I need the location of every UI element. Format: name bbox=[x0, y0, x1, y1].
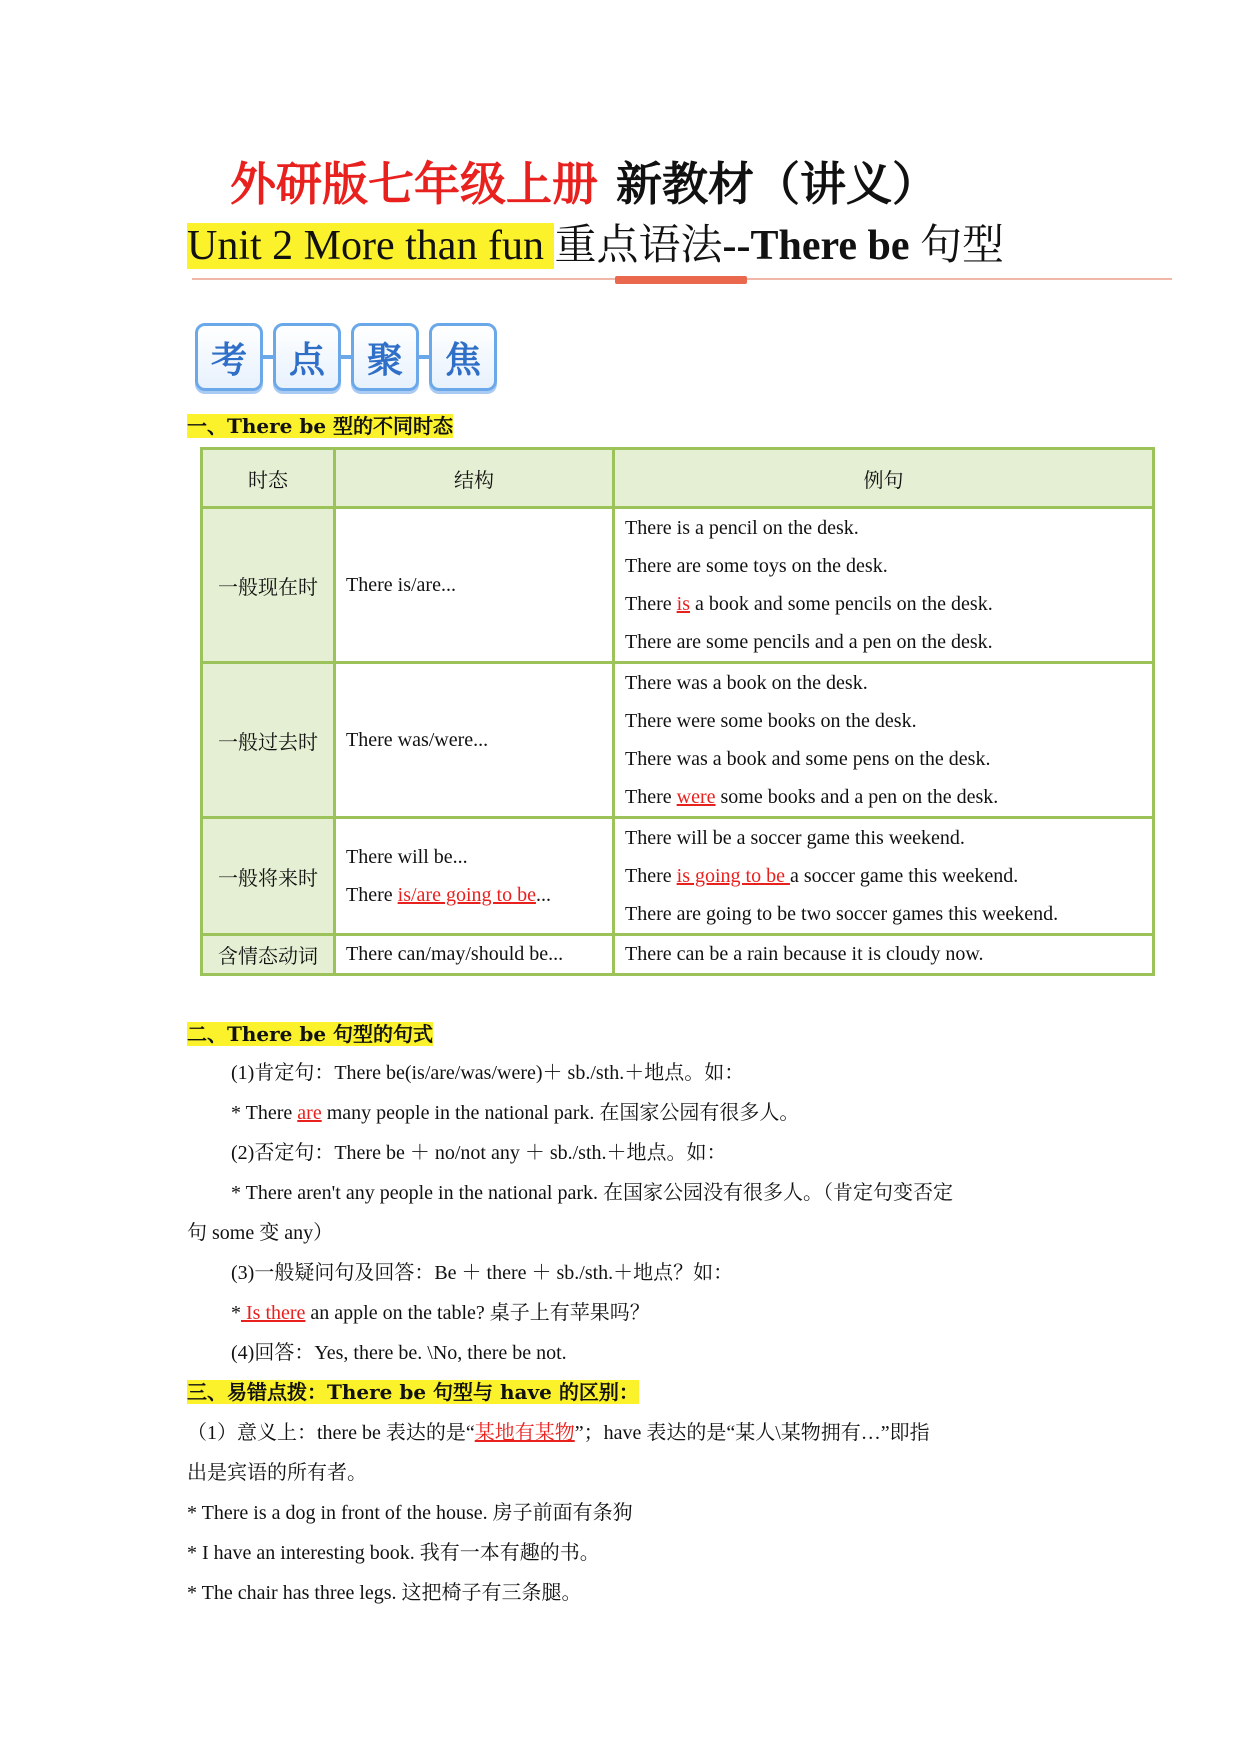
badge: 焦 bbox=[429, 323, 497, 391]
table-row bbox=[202, 935, 1154, 975]
header-examples: 例句 bbox=[614, 449, 1154, 508]
example-there-be: * There is a dog in front of the house. 房子前面有条狗 bbox=[187, 1502, 633, 1524]
badge: 聚 bbox=[351, 323, 419, 391]
structure-cell: There can/may/should be... bbox=[335, 935, 614, 975]
section1-heading: 一、There be 型的不同时态 bbox=[187, 414, 454, 438]
answer-rule: (4)回答：Yes, there be. \No, there be not. bbox=[231, 1342, 567, 1364]
negative-note: 句 some 变 any） bbox=[187, 1222, 334, 1244]
badge: 考 bbox=[195, 323, 263, 391]
title-divider-accent bbox=[615, 276, 747, 284]
page-title: 外研版七年级上册 新教材（讲义） bbox=[230, 157, 938, 211]
affirmative-rule: (1)肯定句：There be(is/are/was/were)＋ sb./sth.＋地点。如： bbox=[231, 1062, 745, 1084]
example-have: * I have an interesting book. 我有一本有趣的书。 bbox=[187, 1542, 600, 1564]
badge-connector bbox=[263, 355, 273, 359]
badge-connector bbox=[419, 355, 429, 359]
section2-heading: 二、There be 句型的句式 bbox=[187, 1022, 434, 1046]
table-row bbox=[202, 818, 1154, 935]
table-row bbox=[202, 663, 1154, 818]
meaning-rule: （1）意义上：there be 表达的是“某地有某物”；have 表达的是“某人\某物拥有…”即指 bbox=[187, 1422, 930, 1444]
badge: 点 bbox=[273, 323, 341, 391]
examples-cell: There can be a rain because it is cloudy now. bbox=[614, 935, 1154, 975]
question-example: * Is there an apple on the table? 桌子上有苹果吗？ bbox=[231, 1302, 650, 1324]
negative-rule: (2)否定句：There be ＋ no/not any ＋ sb./sth.＋地点。如： bbox=[231, 1142, 727, 1164]
negative-example: * There aren't any people in the national park. 在国家公园没有很多人。（肯定句变否定 bbox=[231, 1182, 953, 1204]
tense-table bbox=[200, 447, 1155, 976]
examples-cell: There was a book on the desk. There were some books on the desk. There was a book and some pens on the desk. There were some books and a pen on the desk. bbox=[614, 663, 1154, 818]
badge-connector bbox=[341, 355, 351, 359]
page-subtitle: Unit 2 More than fun 重点语法--There be 句型 bbox=[187, 220, 1004, 269]
focus-badges bbox=[195, 322, 497, 392]
structure-cell: There was/were... bbox=[335, 663, 614, 818]
tense-cell: 含情态动词 bbox=[202, 935, 335, 975]
section3-heading: 三、易错点拨：There be 句型与 have 的区别： bbox=[187, 1380, 639, 1404]
structure-cell: There is/are... bbox=[335, 508, 614, 663]
example-has: * The chair has three legs. 这把椅子有三条腿。 bbox=[187, 1582, 582, 1604]
table-row bbox=[202, 508, 1154, 663]
tense-cell: 一般将来时 bbox=[202, 818, 335, 935]
header-tense: 时态 bbox=[202, 449, 335, 508]
affirmative-example: * There are many people in the national park. 在国家公园有很多人。 bbox=[231, 1102, 800, 1124]
tense-cell: 一般现在时 bbox=[202, 508, 335, 663]
examples-cell: There will be a soccer game this weekend. There is going to be a soccer game this weekend. There are going to be two soccer games this weekend. bbox=[614, 818, 1154, 935]
tense-cell: 一般过去时 bbox=[202, 663, 335, 818]
header-structure: 结构 bbox=[335, 449, 614, 508]
meaning-rule-cont: 出是宾语的所有者。 bbox=[187, 1462, 367, 1484]
table-header-row bbox=[202, 449, 1154, 508]
question-rule: (3)一般疑问句及回答：Be ＋ there ＋ sb./sth.＋地点？如： bbox=[231, 1262, 734, 1284]
structure-cell: There will be... There is/are going to be... bbox=[335, 818, 614, 935]
examples-cell: There is a pencil on the desk. There are some toys on the desk. There is a book and some pencils on the desk. There are some pencils and a pen on the desk. bbox=[614, 508, 1154, 663]
